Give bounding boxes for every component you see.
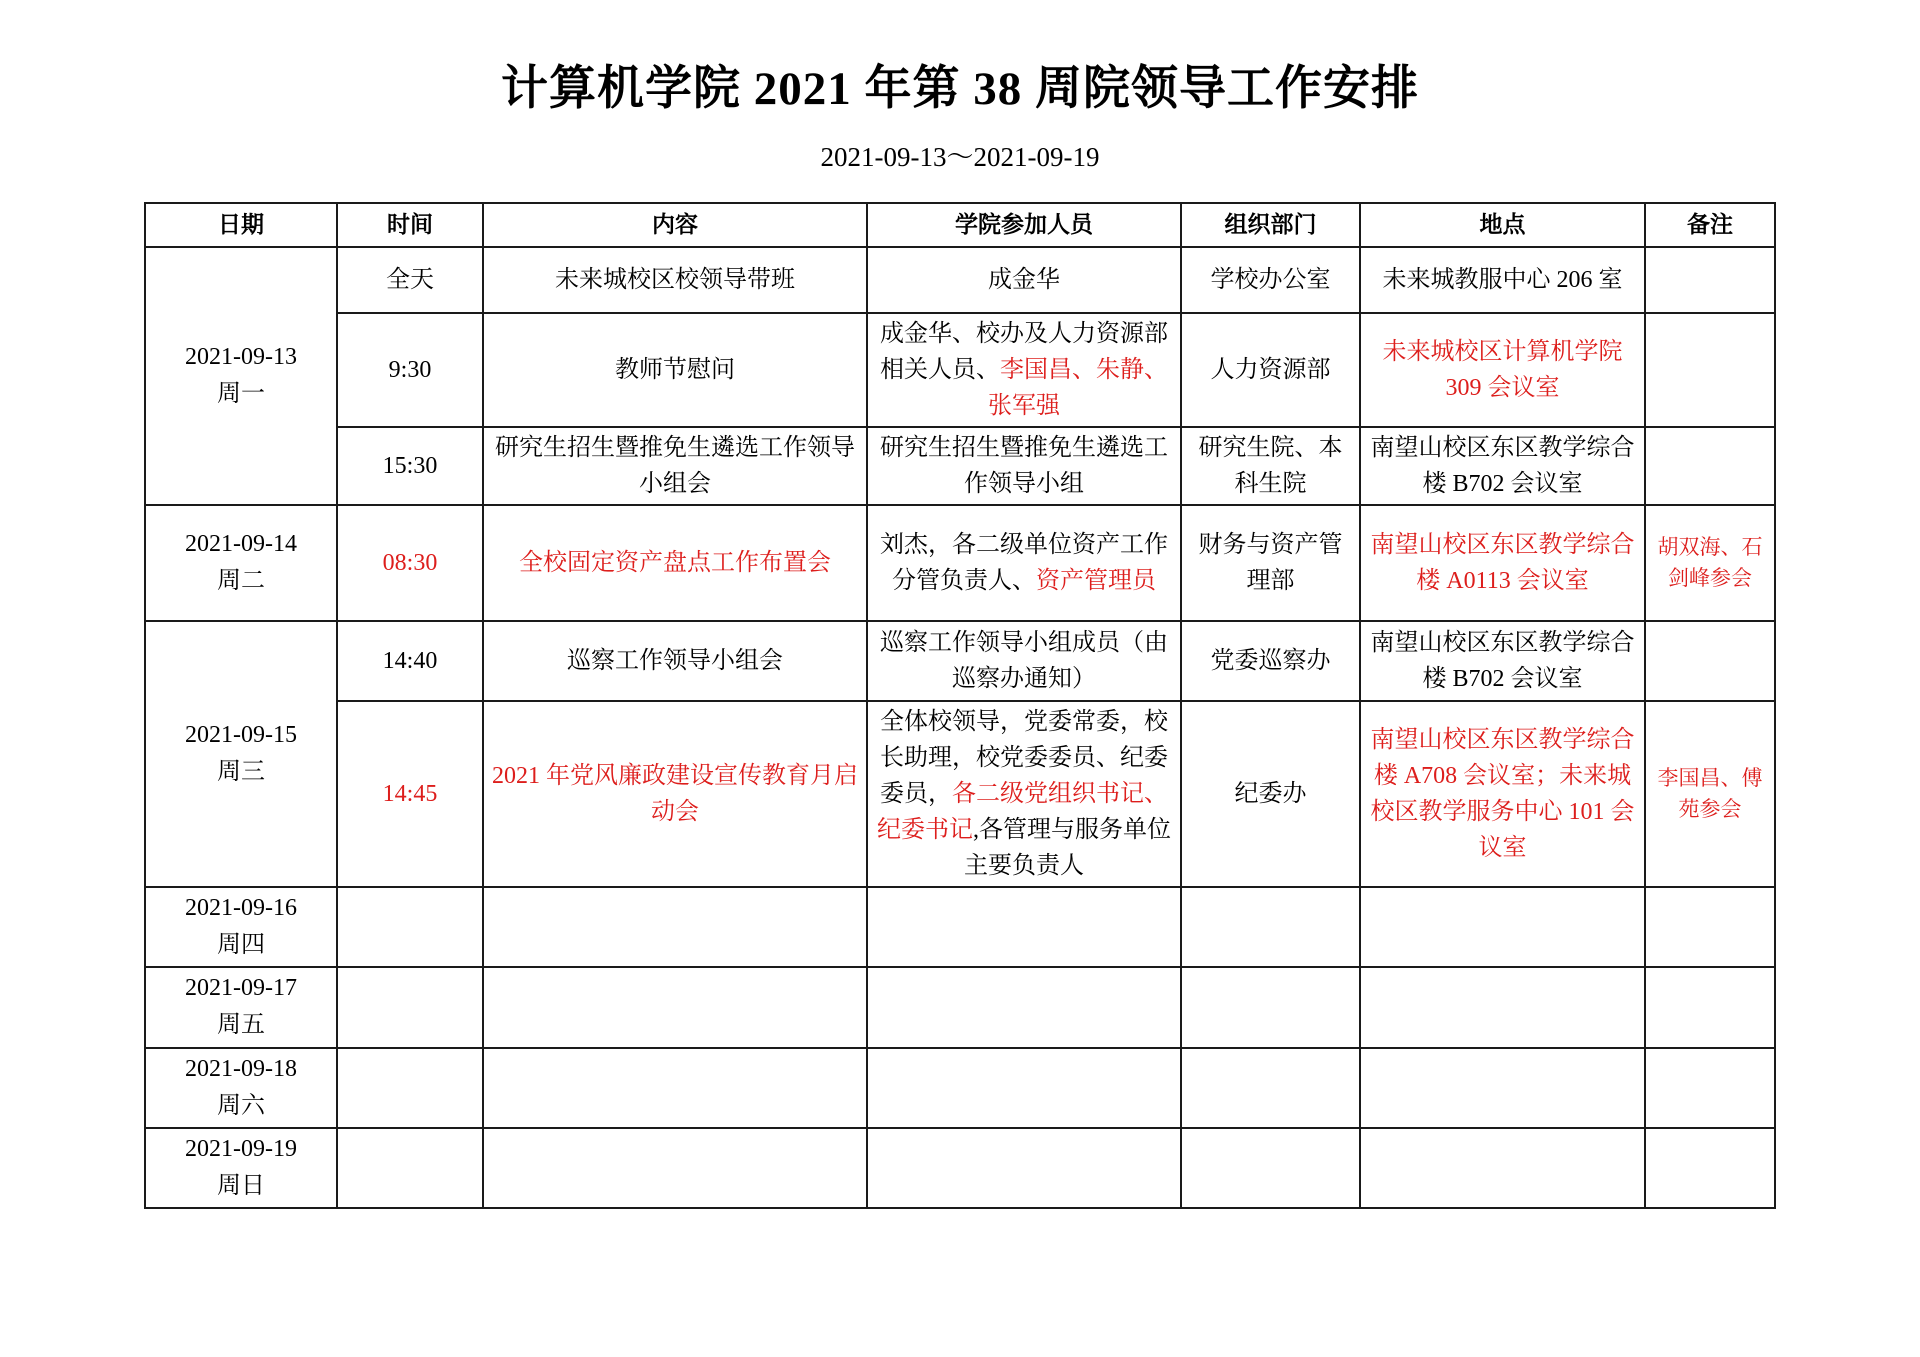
date-text: 2021-09-15 bbox=[185, 721, 297, 748]
location-cell bbox=[1360, 887, 1645, 967]
participants-text-red: 资产管理员 bbox=[1036, 567, 1156, 594]
remark-cell bbox=[1645, 313, 1775, 427]
content-cell: 教师节慰问 bbox=[483, 313, 867, 427]
header-cell-participants: 学院参加人员 bbox=[867, 203, 1181, 247]
table-row bbox=[145, 967, 1775, 1047]
time-cell bbox=[337, 887, 483, 967]
date-text: 2021-09-16 bbox=[185, 894, 297, 921]
header-cell-time: 时间 bbox=[337, 203, 483, 247]
org-cell bbox=[1181, 967, 1360, 1047]
location-cell: 未来城校区计算机学院 309 会议室 bbox=[1360, 313, 1645, 427]
weekday-text: 周六 bbox=[217, 1092, 265, 1119]
location-cell: 未来城教服中心 206 室 bbox=[1360, 247, 1645, 313]
table-row bbox=[145, 887, 1775, 967]
org-cell: 研究生院、本科生院 bbox=[1181, 427, 1360, 505]
date-cell-monday bbox=[145, 247, 337, 505]
content-cell: 全校固定资产盘点工作布置会 bbox=[483, 505, 867, 621]
date-text: 2021-09-14 bbox=[185, 530, 297, 557]
remark-cell: 李国昌、傅苑参会 bbox=[1645, 701, 1775, 887]
participants-cell bbox=[867, 887, 1181, 967]
participants-text-red: 各二级党组织书记、纪委书记 bbox=[877, 780, 1168, 843]
org-cell bbox=[1181, 1048, 1360, 1128]
participants-text: 全体校领导，党委常委，校长助理，校党委委员、纪委委员， bbox=[880, 708, 1168, 807]
weekday-text: 周一 bbox=[217, 380, 265, 407]
location-cell bbox=[1360, 1128, 1645, 1208]
content-cell: 研究生招生暨推免生遴选工作领导小组会 bbox=[483, 427, 867, 505]
org-cell bbox=[1181, 887, 1360, 967]
weekday-text: 周二 bbox=[217, 567, 265, 594]
date-cell-thursday bbox=[145, 887, 337, 967]
participants-cell bbox=[867, 701, 1181, 887]
page-subtitle: 2021-09-13～2021-09-19 bbox=[820, 141, 1100, 172]
weekday-text: 周三 bbox=[217, 758, 265, 785]
participants-cell bbox=[867, 967, 1181, 1047]
weekday-text: 周四 bbox=[217, 931, 265, 958]
time-cell: 14:40 bbox=[337, 621, 483, 701]
participants-cell bbox=[867, 1048, 1181, 1128]
time-cell: 15:30 bbox=[337, 427, 483, 505]
date-cell-wednesday bbox=[145, 621, 337, 887]
date-text: 2021-09-18 bbox=[185, 1055, 297, 1082]
table-row bbox=[145, 427, 1775, 505]
page-title: 计算机学院 2021 年第 38 周院领导工作安排 bbox=[501, 63, 1419, 115]
table-header-row bbox=[145, 203, 1775, 247]
participants-text: 刘杰，各二级单位资产工作分管负责人、 bbox=[880, 531, 1168, 594]
content-cell bbox=[483, 967, 867, 1047]
org-cell bbox=[1181, 1128, 1360, 1208]
remark-cell: 胡双海、石剑峰参会 bbox=[1645, 505, 1775, 621]
weekday-text: 周五 bbox=[217, 1012, 265, 1039]
date-text: 2021-09-17 bbox=[185, 975, 297, 1002]
participants-cell bbox=[867, 505, 1181, 621]
time-cell: 14:45 bbox=[337, 701, 483, 887]
header-cell-remark: 备注 bbox=[1645, 203, 1775, 247]
table-row bbox=[145, 701, 1775, 887]
participants-cell: 研究生招生暨推免生遴选工作领导小组 bbox=[867, 427, 1181, 505]
table-row bbox=[145, 247, 1775, 313]
header-cell-content: 内容 bbox=[483, 203, 867, 247]
org-cell: 党委巡察办 bbox=[1181, 621, 1360, 701]
time-cell bbox=[337, 1048, 483, 1128]
date-cell-saturday bbox=[145, 1048, 337, 1128]
header-cell-date: 日期 bbox=[145, 203, 337, 247]
location-cell: 南望山校区东区教学综合楼 A708 会议室；未来城校区教学服务中心 101 会议室 bbox=[1360, 701, 1645, 887]
date-cell-friday bbox=[145, 967, 337, 1047]
remark-cell bbox=[1645, 621, 1775, 701]
table-row bbox=[145, 621, 1775, 701]
participants-text: 成金华、校办及人力资源部相关人员、 bbox=[880, 320, 1168, 383]
remark-cell bbox=[1645, 887, 1775, 967]
time-cell bbox=[337, 1128, 483, 1208]
org-cell: 学校办公室 bbox=[1181, 247, 1360, 313]
table-row bbox=[145, 505, 1775, 621]
participants-cell: 巡察工作领导小组成员（由巡察办通知） bbox=[867, 621, 1181, 701]
participants-cell bbox=[867, 313, 1181, 427]
time-cell: 9:30 bbox=[337, 313, 483, 427]
date-cell-tuesday bbox=[145, 505, 337, 621]
date-text: 2021-09-19 bbox=[185, 1135, 297, 1162]
content-cell bbox=[483, 887, 867, 967]
content-cell bbox=[483, 1128, 867, 1208]
table-row bbox=[145, 313, 1775, 427]
table-row bbox=[145, 1048, 1775, 1128]
location-cell: 南望山校区东区教学综合楼 A0113 会议室 bbox=[1360, 505, 1645, 621]
remark-cell bbox=[1645, 967, 1775, 1047]
participants-cell: 成金华 bbox=[867, 247, 1181, 313]
location-cell: 南望山校区东区教学综合楼 B702 会议室 bbox=[1360, 427, 1645, 505]
time-cell: 全天 bbox=[337, 247, 483, 313]
date-text: 2021-09-13 bbox=[185, 343, 297, 370]
weekday-text: 周日 bbox=[217, 1173, 265, 1200]
content-cell bbox=[483, 1048, 867, 1128]
location-cell: 南望山校区东区教学综合楼 B702 会议室 bbox=[1360, 621, 1645, 701]
remark-cell bbox=[1645, 427, 1775, 505]
schedule-table bbox=[144, 202, 1776, 1210]
location-cell bbox=[1360, 1048, 1645, 1128]
remark-cell bbox=[1645, 1128, 1775, 1208]
time-cell bbox=[337, 967, 483, 1047]
participants-text: ,各管理与服务单位主要负责人 bbox=[964, 816, 1171, 879]
org-cell: 人力资源部 bbox=[1181, 313, 1360, 427]
table-row bbox=[145, 1128, 1775, 1208]
header-cell-location: 地点 bbox=[1360, 203, 1645, 247]
participants-text-red: 李国昌、朱静、张军强 bbox=[988, 356, 1168, 419]
content-cell: 巡察工作领导小组会 bbox=[483, 621, 867, 701]
org-cell: 纪委办 bbox=[1181, 701, 1360, 887]
location-cell bbox=[1360, 967, 1645, 1047]
date-cell-sunday bbox=[145, 1128, 337, 1208]
remark-cell bbox=[1645, 247, 1775, 313]
remark-cell bbox=[1645, 1048, 1775, 1128]
header-cell-org: 组织部门 bbox=[1181, 203, 1360, 247]
content-cell: 2021 年党风廉政建设宣传教育月启动会 bbox=[483, 701, 867, 887]
org-cell: 财务与资产管理部 bbox=[1181, 505, 1360, 621]
content-cell: 未来城校区校领导带班 bbox=[483, 247, 867, 313]
participants-cell bbox=[867, 1128, 1181, 1208]
time-cell: 08:30 bbox=[337, 505, 483, 621]
